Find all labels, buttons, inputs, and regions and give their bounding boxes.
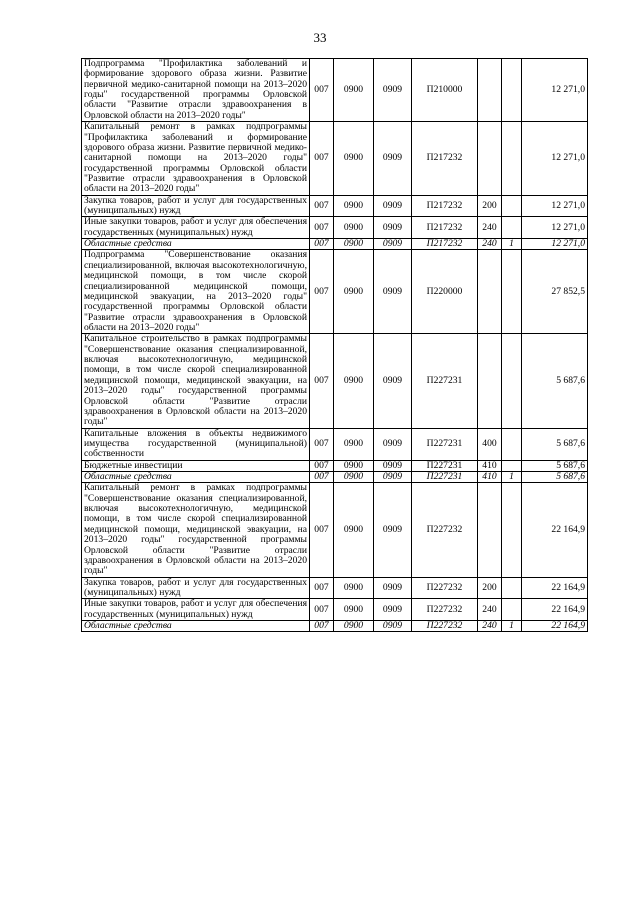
table-row [82, 599, 588, 621]
amount: 5 687,6 [522, 460, 588, 471]
row-name: Подпрограмма "Совершенствование оказания специализированной, включая высокотехнологичную, медицинской помощи, в том числе скорой специализированной медицинской помощи, медицинской эвакуации, на 2013–2020 годы" государственной программы Орловской области "Развитие отрасли здравоохранения в Орловской области на 2013–2020 годы" [82, 250, 310, 334]
subsection-code: 0909 [374, 217, 412, 239]
expense-type-code [478, 334, 502, 428]
funding-source-code [502, 577, 522, 599]
section-code: 0900 [334, 122, 374, 196]
row-name: Капитальные вложения в объекты недвижимого имущества государственной (муниципальной) собственности [82, 428, 310, 460]
section-code: 0900 [334, 483, 374, 577]
target-article-code: П227232 [412, 621, 478, 632]
row-name: Закупка товаров, работ и услуг для государственных (муниципальных) нужд [82, 577, 310, 599]
subsection-code: 0909 [374, 460, 412, 471]
section-code: 0900 [334, 217, 374, 239]
amount: 12 271,0 [522, 239, 588, 250]
section-code: 0900 [334, 334, 374, 428]
row-name: Подпрограмма "Профилактика заболеваний и формирование здорового образа жизни. Развитие первичной медико-санитарной помощи на 2013–2020 годы" государственной программы Орловской области "Развитие отрасли здравоохранения в Орловской области на 2013–2020 годы" [82, 59, 310, 122]
row-name: Капитальное строительство в рамках подпрограммы "Совершенствование оказания специализированной, включая высокотехнологичную, медицинской помощи, в том числе скорой специализированной медицинской помощи, медицинской эвакуации, на 2013–2020 годы" государственной программы Орловской области "Развитие отрасли здравоохранения в Орловской области на 2013–2020 годы" [82, 334, 310, 428]
target-article-code: П217232 [412, 195, 478, 217]
section-code: 0900 [334, 460, 374, 471]
target-article-code: П217232 [412, 122, 478, 196]
subsection-code: 0909 [374, 122, 412, 196]
grbs-code: 007 [310, 122, 334, 196]
grbs-code: 007 [310, 621, 334, 632]
amount: 12 271,0 [522, 59, 588, 122]
table-row [82, 217, 588, 239]
row-name: Закупка товаров, работ и услуг для государственных (муниципальных) нужд [82, 195, 310, 217]
table-row [82, 239, 588, 250]
section-code: 0900 [334, 621, 374, 632]
target-article-code: П227232 [412, 483, 478, 577]
section-code: 0900 [334, 250, 374, 334]
amount: 5 687,6 [522, 428, 588, 460]
table-row [82, 122, 588, 196]
amount: 12 271,0 [522, 217, 588, 239]
funding-source-code: 1 [502, 239, 522, 250]
grbs-code: 007 [310, 577, 334, 599]
section-code: 0900 [334, 577, 374, 599]
row-name: Областные средства [82, 239, 310, 250]
subsection-code: 0909 [374, 195, 412, 217]
expense-type-code: 410 [478, 460, 502, 471]
table-row [82, 59, 588, 122]
funding-source-code [502, 195, 522, 217]
target-article-code: П220000 [412, 250, 478, 334]
amount: 22 164,9 [522, 577, 588, 599]
row-name: Иные закупки товаров, работ и услуг для обеспечения государственных (муниципальных) нужд [82, 599, 310, 621]
funding-source-code [502, 428, 522, 460]
target-article-code: П217232 [412, 217, 478, 239]
funding-source-code [502, 483, 522, 577]
section-code: 0900 [334, 472, 374, 483]
target-article-code: П227231 [412, 472, 478, 483]
target-article-code: П227231 [412, 334, 478, 428]
subsection-code: 0909 [374, 250, 412, 334]
table-row [82, 460, 588, 471]
expense-type-code: 200 [478, 577, 502, 599]
section-code: 0900 [334, 195, 374, 217]
row-name: Областные средства [82, 621, 310, 632]
row-name: Капитальный ремонт в рамках подпрограммы "Совершенствование оказания специализированной, включая высокотехнологичную, медицинской помощи, в том числе скорой специализированной медицинской помощи, медицинской эвакуации, на 2013–2020 годы" государственной программы Орловской области "Развитие отрасли здравоохранения в Орловской области на 2013–2020 годы" [82, 483, 310, 577]
funding-source-code [502, 59, 522, 122]
amount: 5 687,6 [522, 334, 588, 428]
grbs-code: 007 [310, 428, 334, 460]
amount: 12 271,0 [522, 122, 588, 196]
amount: 22 164,9 [522, 621, 588, 632]
subsection-code: 0909 [374, 621, 412, 632]
funding-source-code [502, 334, 522, 428]
funding-source-code [502, 599, 522, 621]
section-code: 0900 [334, 59, 374, 122]
row-name: Иные закупки товаров, работ и услуг для обеспечения государственных (муниципальных) нужд [82, 217, 310, 239]
grbs-code: 007 [310, 250, 334, 334]
table-row [82, 195, 588, 217]
subsection-code: 0909 [374, 59, 412, 122]
subsection-code: 0909 [374, 334, 412, 428]
amount: 22 164,9 [522, 483, 588, 577]
amount: 22 164,9 [522, 599, 588, 621]
amount: 27 852,5 [522, 250, 588, 334]
expense-type-code [478, 483, 502, 577]
section-code: 0900 [334, 239, 374, 250]
section-code: 0900 [334, 599, 374, 621]
expense-type-code [478, 122, 502, 196]
funding-source-code: 1 [502, 472, 522, 483]
grbs-code: 007 [310, 472, 334, 483]
target-article-code: П227232 [412, 599, 478, 621]
target-article-code: П227231 [412, 428, 478, 460]
budget-table [81, 58, 588, 632]
table-row [82, 621, 588, 632]
grbs-code: 007 [310, 599, 334, 621]
grbs-code: 007 [310, 460, 334, 471]
row-name: Бюджетные инвестиции [82, 460, 310, 471]
subsection-code: 0909 [374, 577, 412, 599]
budget-table-body [82, 59, 588, 632]
grbs-code: 007 [310, 59, 334, 122]
table-row [82, 428, 588, 460]
grbs-code: 007 [310, 334, 334, 428]
grbs-code: 007 [310, 483, 334, 577]
expense-type-code: 240 [478, 621, 502, 632]
target-article-code: П210000 [412, 59, 478, 122]
grbs-code: 007 [310, 239, 334, 250]
funding-source-code [502, 217, 522, 239]
subsection-code: 0909 [374, 239, 412, 250]
page-number: 33 [313, 30, 327, 45]
row-name: Капитальный ремонт в рамках подпрограммы "Профилактика заболеваний и формирование здорового образа жизни. Развитие первичной медико-санитарной помощи на 2013–2020 годы" государственной программы Орловской области "Развитие отрасли здравоохранения в Орловской области на 2013–2020 годы" [82, 122, 310, 196]
target-article-code: П227232 [412, 577, 478, 599]
table-row [82, 334, 588, 428]
expense-type-code: 240 [478, 239, 502, 250]
grbs-code: 007 [310, 195, 334, 217]
expense-type-code [478, 59, 502, 122]
subsection-code: 0909 [374, 472, 412, 483]
table-row [82, 483, 588, 577]
expense-type-code: 240 [478, 599, 502, 621]
row-name: Областные средства [82, 472, 310, 483]
funding-source-code: 1 [502, 621, 522, 632]
subsection-code: 0909 [374, 599, 412, 621]
amount: 5 687,6 [522, 472, 588, 483]
expense-type-code: 200 [478, 195, 502, 217]
grbs-code: 007 [310, 217, 334, 239]
amount: 12 271,0 [522, 195, 588, 217]
expense-type-code: 240 [478, 217, 502, 239]
table-row [82, 472, 588, 483]
funding-source-code [502, 122, 522, 196]
expense-type-code: 410 [478, 472, 502, 483]
expense-type-code [478, 250, 502, 334]
table-row [82, 577, 588, 599]
target-article-code: П217232 [412, 239, 478, 250]
target-article-code: П227231 [412, 460, 478, 471]
funding-source-code [502, 460, 522, 471]
subsection-code: 0909 [374, 428, 412, 460]
funding-source-code [502, 250, 522, 334]
table-row [82, 250, 588, 334]
expense-type-code: 400 [478, 428, 502, 460]
subsection-code: 0909 [374, 483, 412, 577]
section-code: 0900 [334, 428, 374, 460]
